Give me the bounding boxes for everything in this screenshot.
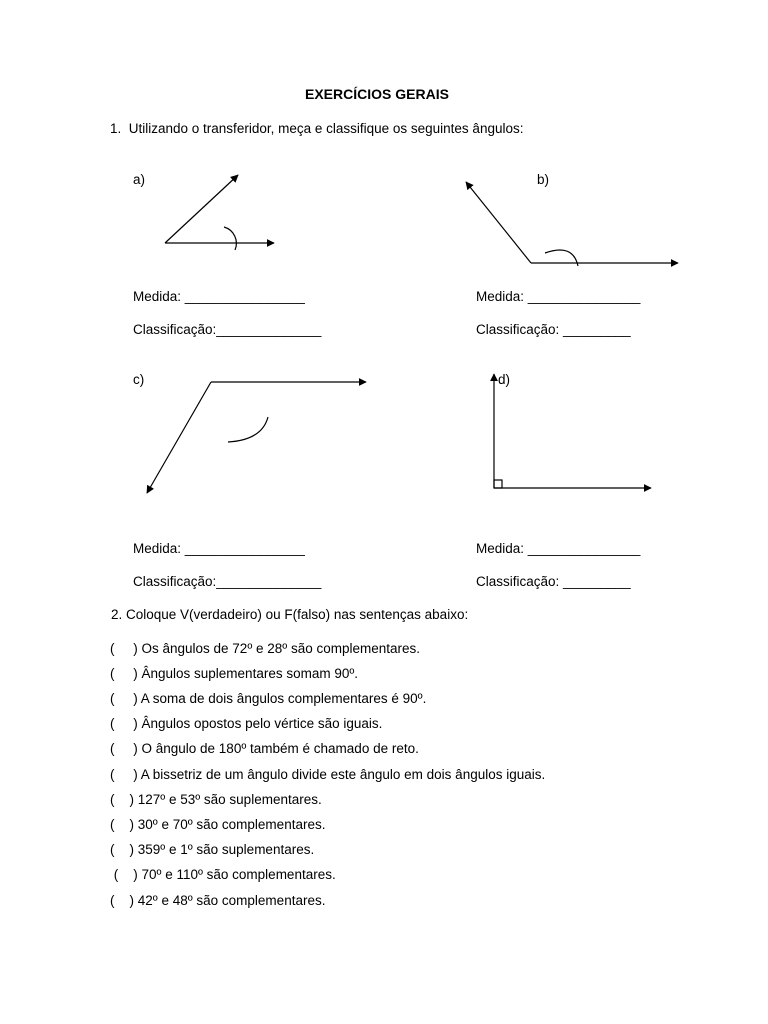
statement-item: ( ) Ângulos opostos pelo vértice são iguais. — [110, 716, 383, 731]
angle-c-label: c) — [133, 372, 145, 387]
angle-c-figure — [147, 382, 366, 493]
statement-item: ( ) 30º e 70º são complementares. — [110, 817, 326, 832]
statement-item: ( ) O ângulo de 180º também é chamado de reto. — [110, 741, 419, 756]
angle-a-classificacao: Classificação:______________ — [133, 322, 322, 337]
angle-a-figure — [165, 175, 274, 250]
angle-c-medida: Medida: ________________ — [133, 541, 305, 556]
question-1-prompt: 1. Utilizando o transferidor, meça e classifique os seguintes ângulos: — [110, 121, 524, 136]
page-title: EXERCÍCIOS GERAIS — [305, 86, 449, 102]
statement-item: ( ) A soma de dois ângulos complementares é 90º. — [110, 691, 427, 706]
angle-d-medida: Medida: _______________ — [476, 541, 641, 556]
angle-b-classificacao: Classificação: _________ — [476, 322, 631, 337]
statement-item: ( ) 70º e 110º são complementares. — [110, 867, 336, 882]
angle-b-figure — [466, 182, 678, 266]
question-2-prompt: 2. Coloque V(verdadeiro) ou F(falso) nas sentenças abaixo: — [111, 607, 469, 622]
statement-item: ( ) 42º e 48º são complementares. — [110, 893, 326, 908]
angle-d-label: d) — [498, 372, 511, 387]
statement-item: ( ) A bissetriz de um ângulo divide este ângulo em dois ângulos iguais. — [110, 767, 546, 782]
angle-d-classificacao: Classificação: _________ — [476, 574, 631, 589]
statement-item: ( ) 127º e 53º são suplementares. — [110, 792, 322, 807]
statement-item: ( ) 359º e 1º são suplementares. — [110, 842, 315, 857]
angle-b-label: b) — [537, 172, 550, 187]
statement-item: ( ) Os ângulos de 72º e 28º são complementares. — [110, 641, 421, 656]
angle-c-classificacao: Classificação:______________ — [133, 574, 322, 589]
angle-a-label: a) — [133, 172, 146, 187]
angle-d-figure — [494, 374, 651, 488]
angle-a-medida: Medida: ________________ — [133, 289, 305, 304]
statement-item: ( ) Ângulos suplementares somam 90º. — [110, 666, 359, 681]
angle-b-medida: Medida: _______________ — [476, 289, 641, 304]
